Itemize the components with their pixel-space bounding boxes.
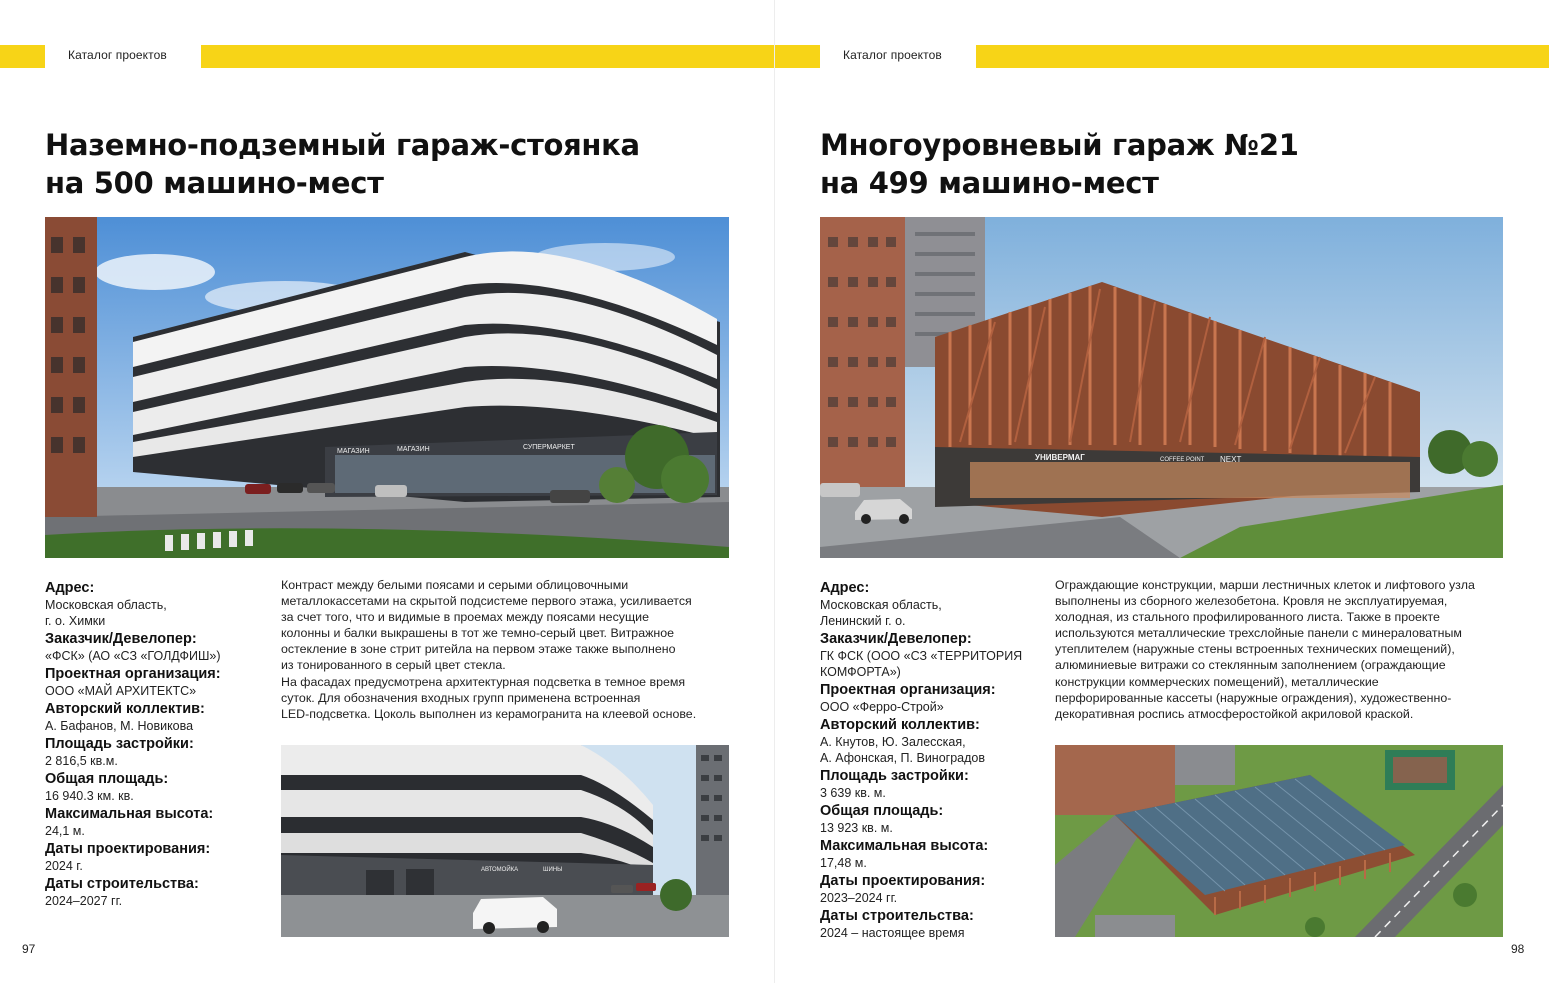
store-sign: COFFEE POINT (1160, 457, 1205, 463)
header-accent-bar (976, 45, 1549, 68)
running-head: Каталог проектов (843, 48, 942, 62)
spec-total-area: Общая площадь: 13 923 кв. м. (820, 803, 944, 835)
spec-max-height: Максимальная высота: 17,48 м. (820, 838, 989, 870)
spec-design-dates: Даты проектирования: 2023–2024 гг. (820, 873, 986, 905)
garage-render-photo (45, 217, 729, 558)
left-page (0, 0, 774, 983)
page-title: Многоуровневый гараж №21 на 499 машино-мест (820, 128, 1299, 200)
spec-footprint: Площадь застройки: 2 816,5 кв.м. (45, 736, 194, 768)
right-page (775, 0, 1549, 983)
store-sign: МАГАЗИН (337, 448, 370, 455)
spec-construction-dates: Даты строительства: 2024–2027 гг. (45, 876, 199, 908)
store-sign: УНИВЕРМАГ (1035, 453, 1085, 462)
store-sign: АВТОМОЙКА (481, 867, 519, 873)
page-number: 97 (22, 942, 36, 956)
spec-address: Адрес: Московская область, Ленинский г. о. (820, 580, 942, 628)
spec-authors: Авторский коллектив: А. Кнутов, Ю. Залесская, А. Афонская, П. Виноградов (820, 717, 986, 765)
project-description: Ограждающие конструкции, марши лестничных клеток и лифтового узла выполнены из сборного железобетона. Кровля не эксплуатируемая, холодная, из стального профилированного листа. Также в проекте используются металлические трехслойные панели с минераловатным утеплителем (наружные стены встроенных технических помещений), алюминиевые витражи со стеклянным заполнением (ограждающие конструкции коммерческих помещений), металлические перфорированные кассеты (наружные ограждения), художественно- декоративная роспись атмосферостойкой акриловой краской. (1055, 578, 1475, 721)
spec-list (820, 579, 1050, 942)
spec-design-dates: Даты проектирования: 2024 г. (45, 841, 211, 873)
spec-construction-dates: Даты строительства: 2024 – настоящее время (820, 908, 974, 940)
spec-developer: Заказчик/Девелопер: «ФСК» (АО «СЗ «ГОЛДФИШ») (45, 631, 221, 663)
garage-render-photo (820, 217, 1503, 558)
spec-address: Адрес: Московская область, г. о. Химки (45, 580, 167, 628)
store-sign: NEXT (1220, 455, 1242, 464)
page-title: Наземно-подземный гараж-стоянка на 500 машино-мест (45, 128, 640, 200)
spec-max-height: Максимальная высота: 24,1 м. (45, 806, 214, 838)
store-sign: МАГАЗИН (397, 446, 430, 453)
spec-design-org: Проектная организация: ООО «МАЙ АРХИТЕКТС» (45, 666, 221, 698)
header-accent-bar (0, 45, 45, 68)
garage-aerial-photo (1055, 745, 1503, 937)
spec-list (45, 579, 275, 910)
spec-footprint: Площадь застройки: 3 639 кв. м. (820, 768, 969, 800)
spec-authors: Авторский коллектив: А. Бафанов, М. Новикова (45, 701, 205, 733)
page-number: 98 (1511, 942, 1525, 956)
project-description: Контраст между белыми поясами и серыми облицовочными металлокассетами на скрытой подсистеме первого этажа, усиливается за счет того, что и видимые в проемах между поясами несущие колонны и балки выкрашены в тот же темно-серый цвет. Витражное остекление в зоне стрит ритейла на первом этаже также выполнено из тонированного в серый цвет стекла. На фасадах предусмотрена архитектурная подсветка в темное время суток. Для обозначения входных групп применена встроенная LED-подсветка. Цоколь выполнен из керамогранита на клеевой основе. (281, 578, 697, 721)
header-accent-bar (201, 45, 774, 68)
header-accent-bar (775, 45, 820, 68)
running-head: Каталог проектов (68, 48, 167, 62)
spec-developer: Заказчик/Девелопер: ГК ФСК (ООО «СЗ «ТЕРРИТОРИЯ КОМФОРТА») (820, 631, 1023, 679)
spec-total-area: Общая площадь: 16 940.3 км. кв. (45, 771, 169, 803)
store-sign: СУПЕРМАРКЕТ (523, 444, 575, 451)
spec-design-org: Проектная организация: ООО «Ферро-Строй» (820, 682, 996, 714)
store-sign: ШИНЫ (543, 867, 563, 873)
garage-closeup-photo (281, 745, 729, 937)
